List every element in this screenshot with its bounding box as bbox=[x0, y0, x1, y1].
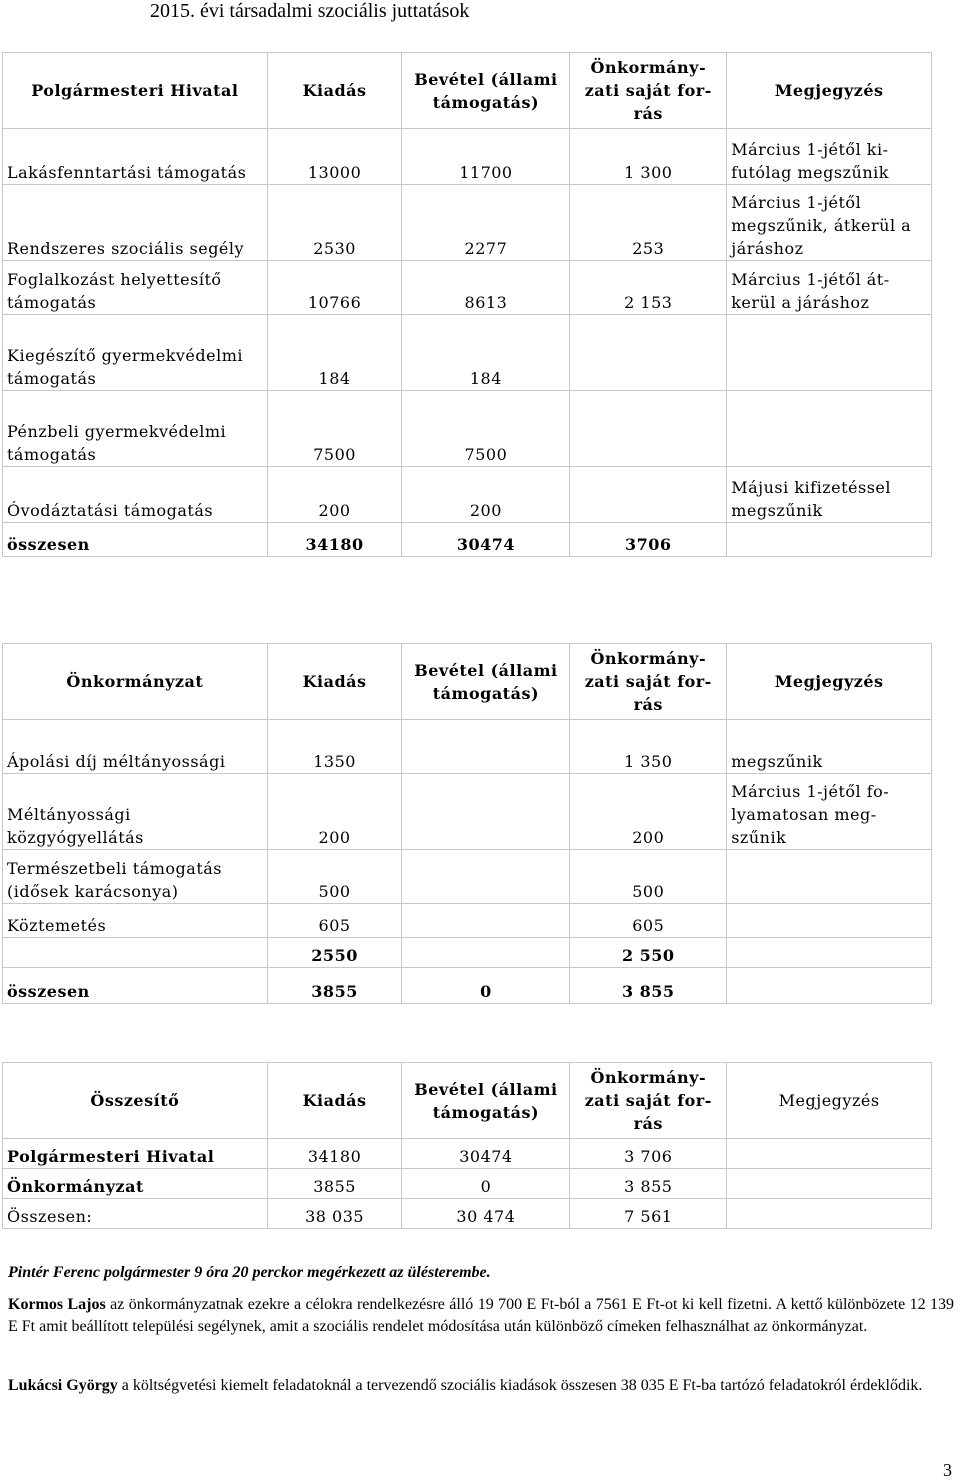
cell-kiadas: 200 bbox=[267, 774, 402, 850]
cell-megjegyzes bbox=[727, 968, 932, 1004]
total-bevetel: 30474 bbox=[402, 523, 570, 557]
total-sajat: 3 855 bbox=[570, 968, 727, 1004]
cell-megjegyzes bbox=[727, 523, 932, 557]
table-subtotal-row bbox=[3, 938, 932, 968]
row-name: Ápolási díj méltányossági bbox=[3, 720, 268, 774]
table-row bbox=[3, 315, 932, 391]
table-header-row bbox=[3, 644, 932, 720]
cell-sajat: 605 bbox=[570, 904, 727, 938]
row-name: Kiegészítő gyermekvédelmi támogatás bbox=[3, 315, 268, 391]
cell-bevetel bbox=[402, 904, 570, 938]
subtotal-sajat: 2 550 bbox=[570, 938, 727, 968]
cell-sajat: 2 153 bbox=[570, 261, 727, 315]
paragraph-arrival: Pintér Ferenc polgármester 9 óra 20 perckor megérkezett az ülésterembe. bbox=[8, 1264, 491, 1281]
paragraph-kormos bbox=[8, 1294, 954, 1338]
cell-bevetel bbox=[402, 720, 570, 774]
row-name: Lakásfenntartási támogatás bbox=[3, 129, 268, 185]
table-polgarmesteri-hivatal bbox=[2, 52, 932, 557]
cell-megjegyzes bbox=[727, 391, 932, 467]
speaker-name: Lukácsi György bbox=[8, 1377, 118, 1394]
table-row bbox=[3, 129, 932, 185]
subtotal-bevetel bbox=[402, 938, 570, 968]
header-cell: Kiadás bbox=[267, 644, 402, 720]
cell-megjegyzes bbox=[727, 1169, 932, 1199]
cell-megjegyzes: Májusi kifizetéssel megszűnik bbox=[727, 467, 932, 523]
row-name: Pénzbeli gyermekvédelmi támogatás bbox=[3, 391, 268, 467]
cell-sajat: 200 bbox=[570, 774, 727, 850]
cell-megjegyzes bbox=[727, 315, 932, 391]
header-cell: Kiadás bbox=[267, 53, 402, 129]
cell-megjegyzes bbox=[727, 1139, 932, 1169]
header-cell: Megjegyzés bbox=[727, 53, 932, 129]
table-onkormanyzat bbox=[2, 643, 932, 1004]
header-cell: Bevétel (állami támogatás) bbox=[402, 644, 570, 720]
cell-megjegyzes: Március 1-jétől ki-futólag megszűnik bbox=[727, 129, 932, 185]
table-row bbox=[3, 850, 932, 904]
row-name: Természetbeli támogatás (idősek karácsonya) bbox=[3, 850, 268, 904]
paragraph-lukacsi bbox=[8, 1375, 954, 1397]
cell-kiadas: 2530 bbox=[267, 185, 402, 261]
cell-kiadas: 34180 bbox=[267, 1139, 402, 1169]
cell-megjegyzes bbox=[727, 1199, 932, 1229]
cell-kiadas: 200 bbox=[267, 467, 402, 523]
cell-bevetel bbox=[402, 774, 570, 850]
cell-megjegyzes bbox=[727, 938, 932, 968]
total-kiadas: 34180 bbox=[267, 523, 402, 557]
total-label: összesen bbox=[3, 523, 268, 557]
cell-sajat: 500 bbox=[570, 850, 727, 904]
table-total-row bbox=[3, 968, 932, 1004]
cell-sajat: 7 561 bbox=[570, 1199, 727, 1229]
cell-bevetel: 30 474 bbox=[402, 1199, 570, 1229]
row-name: Foglalkozást helyettesítő támogatás bbox=[3, 261, 268, 315]
header-cell: Megjegyzés bbox=[727, 644, 932, 720]
table-row bbox=[3, 467, 932, 523]
cell-sajat bbox=[570, 467, 727, 523]
total-sajat: 3706 bbox=[570, 523, 727, 557]
table-total-row bbox=[3, 523, 932, 557]
cell-bevetel: 30474 bbox=[402, 1139, 570, 1169]
cell-kiadas: 3855 bbox=[267, 1169, 402, 1199]
table-row bbox=[3, 1139, 932, 1169]
cell-sajat: 1 300 bbox=[570, 129, 727, 185]
cell-kiadas: 7500 bbox=[267, 391, 402, 467]
cell-bevetel: 7500 bbox=[402, 391, 570, 467]
paragraph-text: az önkormányzatnak ezekre a célokra rendelkezésre álló 19 700 E Ft-ból a 7561 E Ft-ot ki kell fizetni. A kettő különbözete 12 139 E Ft amit beállított települési segélynek, amit a szociális rendelet módosítása után különböző címeken felhasználhat az önkormányzat. bbox=[8, 1296, 955, 1335]
cell-bevetel: 2277 bbox=[402, 185, 570, 261]
header-cell: Önkormány-zati saját for-rás bbox=[570, 644, 727, 720]
header-cell: Bevétel (állami támogatás) bbox=[402, 53, 570, 129]
subtotal-kiadas: 2550 bbox=[267, 938, 402, 968]
row-name: Polgármesteri Hivatal bbox=[3, 1139, 268, 1169]
subtotal-label bbox=[3, 938, 268, 968]
cell-bevetel bbox=[402, 850, 570, 904]
row-name: Önkormányzat bbox=[3, 1169, 268, 1199]
cell-megjegyzes: megszűnik bbox=[727, 720, 932, 774]
header-cell: Polgármesteri Hivatal bbox=[3, 53, 268, 129]
header-cell: Önkormány-zati saját for-rás bbox=[570, 53, 727, 129]
table-row bbox=[3, 1169, 932, 1199]
table-header-row bbox=[3, 1063, 932, 1139]
header-cell: Megjegyzés bbox=[727, 1063, 932, 1139]
table-row bbox=[3, 774, 932, 850]
cell-kiadas: 13000 bbox=[267, 129, 402, 185]
cell-sajat bbox=[570, 315, 727, 391]
cell-bevetel: 200 bbox=[402, 467, 570, 523]
cell-kiadas: 184 bbox=[267, 315, 402, 391]
table-header-row bbox=[3, 53, 932, 129]
header-cell: Önkormányzat bbox=[3, 644, 268, 720]
page-title-text: 2015. évi társadalmi szociális juttatások bbox=[150, 0, 470, 22]
cell-kiadas: 10766 bbox=[267, 261, 402, 315]
cell-bevetel: 0 bbox=[402, 1169, 570, 1199]
speaker-name: Kormos Lajos bbox=[8, 1296, 106, 1313]
cell-sajat: 3 855 bbox=[570, 1169, 727, 1199]
cell-kiadas: 605 bbox=[267, 904, 402, 938]
table-row bbox=[3, 261, 932, 315]
cell-bevetel: 184 bbox=[402, 315, 570, 391]
table-row bbox=[3, 1199, 932, 1229]
page-number: 3 bbox=[943, 1460, 952, 1480]
cell-megjegyzes: Március 1-jétől át-kerül a járáshoz bbox=[727, 261, 932, 315]
cell-megjegyzes: Március 1-jétől megszűnik, átkerül a járáshoz bbox=[727, 185, 932, 261]
cell-bevetel: 11700 bbox=[402, 129, 570, 185]
total-kiadas: 3855 bbox=[267, 968, 402, 1004]
table-row bbox=[3, 720, 932, 774]
cell-megjegyzes bbox=[727, 850, 932, 904]
header-cell: Összesítő bbox=[3, 1063, 268, 1139]
cell-kiadas: 38 035 bbox=[267, 1199, 402, 1229]
cell-sajat: 1 350 bbox=[570, 720, 727, 774]
cell-megjegyzes: Március 1-jétől fo-lyamatosan meg-szűnik bbox=[727, 774, 932, 850]
cell-kiadas: 1350 bbox=[267, 720, 402, 774]
cell-megjegyzes bbox=[727, 904, 932, 938]
page-title bbox=[0, 0, 960, 22]
cell-sajat: 3 706 bbox=[570, 1139, 727, 1169]
cell-sajat bbox=[570, 391, 727, 467]
total-label: összesen bbox=[3, 968, 268, 1004]
table-row bbox=[3, 904, 932, 938]
cell-sajat: 253 bbox=[570, 185, 727, 261]
header-cell: Bevétel (állami támogatás) bbox=[402, 1063, 570, 1139]
row-name: Méltányossági közgyógyellátás bbox=[3, 774, 268, 850]
cell-bevetel: 8613 bbox=[402, 261, 570, 315]
total-bevetel: 0 bbox=[402, 968, 570, 1004]
row-name: Összesen: bbox=[3, 1199, 268, 1229]
paragraph-text: a költségvetési kiemelt feladatoknál a tervezendő szociális kiadások összesen 38 035 E Ft-ba tartózó feladatokról érdeklődik. bbox=[117, 1377, 923, 1394]
table-row bbox=[3, 185, 932, 261]
row-name: Rendszeres szociális segély bbox=[3, 185, 268, 261]
row-name: Köztemetés bbox=[3, 904, 268, 938]
table-osszesito bbox=[2, 1062, 932, 1229]
cell-kiadas: 500 bbox=[267, 850, 402, 904]
table-row bbox=[3, 391, 932, 467]
header-cell: Önkormány-zati saját for-rás bbox=[570, 1063, 727, 1139]
row-name: Óvodáztatási támogatás bbox=[3, 467, 268, 523]
header-cell: Kiadás bbox=[267, 1063, 402, 1139]
